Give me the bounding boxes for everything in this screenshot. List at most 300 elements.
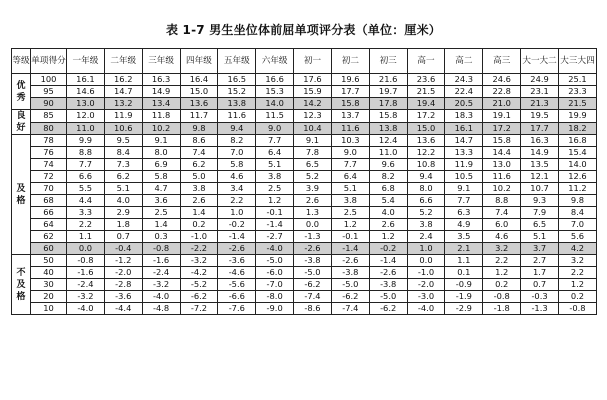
value-cell: -2.6 bbox=[218, 243, 256, 255]
value-cell: 2.1 bbox=[445, 243, 483, 255]
value-cell: 11.6 bbox=[331, 122, 369, 135]
score-cell: 90 bbox=[31, 98, 67, 110]
table-row bbox=[12, 110, 597, 123]
value-cell: 1.8 bbox=[104, 219, 142, 231]
value-cell: 4.0 bbox=[369, 207, 407, 219]
value-cell: 3.5 bbox=[445, 231, 483, 243]
value-cell: 11.5 bbox=[256, 110, 294, 123]
value-cell: 9.0 bbox=[331, 147, 369, 159]
value-cell: 15.8 bbox=[369, 110, 407, 123]
column-header: 高三 bbox=[483, 49, 521, 74]
value-cell: 17.6 bbox=[294, 74, 332, 86]
value-cell: 1.2 bbox=[369, 231, 407, 243]
value-cell: 6.6 bbox=[407, 195, 445, 207]
score-cell: 100 bbox=[31, 74, 67, 86]
grade-header: 等级 bbox=[12, 49, 31, 74]
table-row bbox=[12, 243, 597, 255]
value-cell: -1.2 bbox=[104, 255, 142, 267]
value-cell: -4.6 bbox=[218, 267, 256, 279]
value-cell: 7.4 bbox=[483, 207, 521, 219]
value-cell: 13.0 bbox=[67, 98, 105, 110]
value-cell: -4.4 bbox=[104, 303, 142, 315]
value-cell: 15.9 bbox=[294, 86, 332, 98]
value-cell: 10.6 bbox=[104, 122, 142, 135]
value-cell: 0.0 bbox=[294, 219, 332, 231]
value-cell: 16.4 bbox=[180, 74, 218, 86]
value-cell: 24.3 bbox=[445, 74, 483, 86]
column-header: 五年级 bbox=[218, 49, 256, 74]
value-cell: 2.5 bbox=[142, 207, 180, 219]
score-cell: 50 bbox=[31, 255, 67, 267]
value-cell: -1.3 bbox=[294, 231, 332, 243]
value-cell: 9.0 bbox=[256, 122, 294, 135]
column-header: 二年级 bbox=[104, 49, 142, 74]
value-cell: 25.1 bbox=[558, 74, 596, 86]
value-cell: 12.4 bbox=[369, 135, 407, 147]
value-cell: 9.1 bbox=[142, 135, 180, 147]
column-header: 初二 bbox=[331, 49, 369, 74]
value-cell: 3.8 bbox=[180, 183, 218, 195]
value-cell: 10.5 bbox=[445, 171, 483, 183]
value-cell: 16.3 bbox=[521, 135, 559, 147]
value-cell: 11.9 bbox=[445, 159, 483, 171]
value-cell: 7.0 bbox=[218, 147, 256, 159]
table-row bbox=[12, 98, 597, 110]
value-cell: 0.0 bbox=[67, 243, 105, 255]
value-cell: 16.1 bbox=[67, 74, 105, 86]
value-cell: 11.0 bbox=[67, 122, 105, 135]
value-cell: 6.5 bbox=[294, 159, 332, 171]
value-cell: 16.8 bbox=[558, 135, 596, 147]
value-cell: 8.6 bbox=[180, 135, 218, 147]
value-cell: 1.2 bbox=[558, 279, 596, 291]
value-cell: 11.6 bbox=[483, 171, 521, 183]
value-cell: 5.5 bbox=[67, 183, 105, 195]
value-cell: -6.2 bbox=[294, 279, 332, 291]
value-cell: 21.3 bbox=[521, 98, 559, 110]
value-cell: 1.7 bbox=[521, 267, 559, 279]
value-cell: 2.2 bbox=[67, 219, 105, 231]
value-cell: 9.8 bbox=[180, 122, 218, 135]
value-cell: 5.8 bbox=[218, 159, 256, 171]
value-cell: 12.6 bbox=[558, 171, 596, 183]
value-cell: -4.8 bbox=[142, 303, 180, 315]
value-cell: 1.2 bbox=[256, 195, 294, 207]
value-cell: -6.2 bbox=[369, 303, 407, 315]
value-cell: 6.2 bbox=[104, 171, 142, 183]
column-header: 三年级 bbox=[142, 49, 180, 74]
value-cell: -1.4 bbox=[218, 231, 256, 243]
value-cell: 0.0 bbox=[407, 255, 445, 267]
value-cell: 16.6 bbox=[256, 74, 294, 86]
value-cell: -4.2 bbox=[180, 267, 218, 279]
value-cell: 14.0 bbox=[558, 159, 596, 171]
value-cell: -0.2 bbox=[369, 243, 407, 255]
value-cell: 16.1 bbox=[445, 122, 483, 135]
value-cell: 13.3 bbox=[445, 147, 483, 159]
value-cell: -1.0 bbox=[407, 267, 445, 279]
value-cell: 1.1 bbox=[445, 255, 483, 267]
value-cell: 11.7 bbox=[180, 110, 218, 123]
score-cell: 30 bbox=[31, 279, 67, 291]
value-cell: 14.6 bbox=[67, 86, 105, 98]
value-cell: -4.0 bbox=[67, 303, 105, 315]
column-header: 四年级 bbox=[180, 49, 218, 74]
value-cell: 4.0 bbox=[104, 195, 142, 207]
value-cell: 7.7 bbox=[331, 159, 369, 171]
value-cell: -2.4 bbox=[67, 279, 105, 291]
value-cell: 4.9 bbox=[445, 219, 483, 231]
column-header: 初三 bbox=[369, 49, 407, 74]
value-cell: 1.4 bbox=[180, 207, 218, 219]
value-cell: 1.0 bbox=[407, 243, 445, 255]
value-cell: 1.2 bbox=[331, 219, 369, 231]
value-cell: 2.2 bbox=[483, 255, 521, 267]
value-cell: 10.4 bbox=[294, 122, 332, 135]
value-cell: 24.9 bbox=[521, 74, 559, 86]
score-cell: 20 bbox=[31, 291, 67, 303]
value-cell: 23.6 bbox=[407, 74, 445, 86]
value-cell: 6.8 bbox=[369, 183, 407, 195]
value-cell: 9.5 bbox=[104, 135, 142, 147]
value-cell: 2.6 bbox=[180, 195, 218, 207]
value-cell: -2.4 bbox=[142, 267, 180, 279]
value-cell: -8.6 bbox=[294, 303, 332, 315]
value-cell: 15.8 bbox=[331, 98, 369, 110]
value-cell: -6.0 bbox=[256, 267, 294, 279]
value-cell: 19.4 bbox=[407, 98, 445, 110]
table-row bbox=[12, 122, 597, 135]
score-cell: 78 bbox=[31, 135, 67, 147]
value-cell: 9.9 bbox=[67, 135, 105, 147]
value-cell: -8.0 bbox=[256, 291, 294, 303]
value-cell: 13.2 bbox=[104, 98, 142, 110]
value-cell: 8.2 bbox=[218, 135, 256, 147]
value-cell: 2.5 bbox=[256, 183, 294, 195]
value-cell: 0.2 bbox=[180, 219, 218, 231]
value-cell: 22.4 bbox=[445, 86, 483, 98]
value-cell: 12.1 bbox=[521, 171, 559, 183]
table-body bbox=[12, 74, 597, 315]
table-wrapper bbox=[11, 48, 597, 315]
value-cell: 5.8 bbox=[142, 171, 180, 183]
value-cell: -4.0 bbox=[256, 243, 294, 255]
value-cell: 15.0 bbox=[407, 122, 445, 135]
value-cell: 15.2 bbox=[218, 86, 256, 98]
table-row bbox=[12, 303, 597, 315]
value-cell: 3.7 bbox=[521, 243, 559, 255]
value-cell: 10.3 bbox=[331, 135, 369, 147]
value-cell: 18.3 bbox=[445, 110, 483, 123]
value-cell: 0.7 bbox=[521, 279, 559, 291]
value-cell: 3.6 bbox=[142, 195, 180, 207]
value-cell: 10.2 bbox=[483, 183, 521, 195]
score-cell: 74 bbox=[31, 159, 67, 171]
value-cell: 8.4 bbox=[104, 147, 142, 159]
value-cell: -0.1 bbox=[256, 207, 294, 219]
value-cell: 0.1 bbox=[445, 267, 483, 279]
value-cell: -4.0 bbox=[407, 303, 445, 315]
value-cell: -3.6 bbox=[104, 291, 142, 303]
value-cell: 4.7 bbox=[142, 183, 180, 195]
value-cell: 11.0 bbox=[369, 147, 407, 159]
value-cell: -1.0 bbox=[180, 231, 218, 243]
value-cell: -0.8 bbox=[67, 255, 105, 267]
value-cell: 1.1 bbox=[67, 231, 105, 243]
score-cell: 70 bbox=[31, 183, 67, 195]
value-cell: 20.5 bbox=[445, 98, 483, 110]
value-cell: 11.6 bbox=[218, 110, 256, 123]
value-cell: 14.2 bbox=[294, 98, 332, 110]
value-cell: -2.8 bbox=[104, 279, 142, 291]
value-cell: 19.1 bbox=[483, 110, 521, 123]
value-cell: -3.0 bbox=[407, 291, 445, 303]
value-cell: -2.0 bbox=[407, 279, 445, 291]
value-cell: -5.0 bbox=[294, 267, 332, 279]
value-cell: 5.1 bbox=[521, 231, 559, 243]
table-row bbox=[12, 74, 597, 86]
table-row bbox=[12, 207, 597, 219]
value-cell: 5.6 bbox=[558, 231, 596, 243]
value-cell: -7.6 bbox=[218, 303, 256, 315]
value-cell: 8.2 bbox=[369, 171, 407, 183]
value-cell: 15.4 bbox=[558, 147, 596, 159]
value-cell: -0.8 bbox=[483, 291, 521, 303]
value-cell: 24.6 bbox=[483, 74, 521, 86]
value-cell: 1.2 bbox=[483, 267, 521, 279]
value-cell: 5.2 bbox=[407, 207, 445, 219]
value-cell: -7.4 bbox=[331, 303, 369, 315]
value-cell: 17.7 bbox=[521, 122, 559, 135]
value-cell: 7.7 bbox=[445, 195, 483, 207]
value-cell: 1.0 bbox=[218, 207, 256, 219]
value-cell: -0.8 bbox=[558, 303, 596, 315]
score-cell: 66 bbox=[31, 207, 67, 219]
value-cell: -3.8 bbox=[369, 279, 407, 291]
value-cell: -5.6 bbox=[218, 279, 256, 291]
value-cell: -3.2 bbox=[180, 255, 218, 267]
table-row bbox=[12, 279, 597, 291]
value-cell: 13.6 bbox=[180, 98, 218, 110]
grade-label: 良好 bbox=[16, 111, 26, 133]
value-cell: 8.0 bbox=[407, 183, 445, 195]
value-cell: 13.7 bbox=[331, 110, 369, 123]
value-cell: 13.6 bbox=[407, 135, 445, 147]
value-cell: 4.2 bbox=[558, 243, 596, 255]
value-cell: -0.2 bbox=[218, 219, 256, 231]
value-cell: -2.6 bbox=[331, 255, 369, 267]
value-cell: 11.9 bbox=[104, 110, 142, 123]
value-cell: 9.1 bbox=[294, 135, 332, 147]
value-cell: -3.2 bbox=[67, 291, 105, 303]
value-cell: 12.0 bbox=[67, 110, 105, 123]
score-cell: 80 bbox=[31, 122, 67, 135]
table-row bbox=[12, 159, 597, 171]
value-cell: -5.2 bbox=[180, 279, 218, 291]
value-cell: 0.2 bbox=[483, 279, 521, 291]
value-cell: -1.8 bbox=[483, 303, 521, 315]
value-cell: 2.6 bbox=[369, 219, 407, 231]
table-row bbox=[12, 195, 597, 207]
value-cell: 15.0 bbox=[180, 86, 218, 98]
value-cell: 7.7 bbox=[67, 159, 105, 171]
value-cell: -0.8 bbox=[142, 243, 180, 255]
value-cell: 2.2 bbox=[218, 195, 256, 207]
value-cell: 12.2 bbox=[407, 147, 445, 159]
value-cell: 9.4 bbox=[218, 122, 256, 135]
value-cell: 1.3 bbox=[294, 207, 332, 219]
value-cell: 9.6 bbox=[369, 159, 407, 171]
grade-cell bbox=[12, 135, 31, 255]
value-cell: -6.2 bbox=[331, 291, 369, 303]
value-cell: -3.8 bbox=[331, 267, 369, 279]
value-cell: 19.6 bbox=[331, 74, 369, 86]
value-cell: -9.0 bbox=[256, 303, 294, 315]
value-cell: 16.3 bbox=[142, 74, 180, 86]
value-cell: 8.4 bbox=[558, 207, 596, 219]
table-row bbox=[12, 86, 597, 98]
value-cell: -5.0 bbox=[369, 291, 407, 303]
value-cell: 17.2 bbox=[483, 122, 521, 135]
value-cell: 10.7 bbox=[521, 183, 559, 195]
value-cell: -0.4 bbox=[104, 243, 142, 255]
column-header: 大三大四 bbox=[558, 49, 596, 74]
value-cell: 7.3 bbox=[104, 159, 142, 171]
grade-label: 不及格 bbox=[16, 267, 26, 302]
table-row bbox=[12, 147, 597, 159]
value-cell: 13.8 bbox=[218, 98, 256, 110]
value-cell: 23.3 bbox=[558, 86, 596, 98]
value-cell: 5.2 bbox=[294, 171, 332, 183]
score-cell: 85 bbox=[31, 110, 67, 123]
table-row bbox=[12, 291, 597, 303]
value-cell: 15.8 bbox=[483, 135, 521, 147]
value-cell: 3.2 bbox=[483, 243, 521, 255]
value-cell: 2.9 bbox=[104, 207, 142, 219]
value-cell: 8.8 bbox=[67, 147, 105, 159]
column-header: 初一 bbox=[294, 49, 332, 74]
value-cell: -6.2 bbox=[180, 291, 218, 303]
value-cell: 5.4 bbox=[369, 195, 407, 207]
value-cell: -5.0 bbox=[331, 279, 369, 291]
value-cell: 13.4 bbox=[142, 98, 180, 110]
score-cell: 76 bbox=[31, 147, 67, 159]
value-cell: 2.6 bbox=[294, 195, 332, 207]
value-cell: 9.4 bbox=[407, 171, 445, 183]
value-cell: -1.9 bbox=[445, 291, 483, 303]
score-cell: 68 bbox=[31, 195, 67, 207]
value-cell: -1.3 bbox=[521, 303, 559, 315]
value-cell: 14.9 bbox=[142, 86, 180, 98]
value-cell: 18.2 bbox=[558, 122, 596, 135]
value-cell: 7.9 bbox=[521, 207, 559, 219]
score-cell: 10 bbox=[31, 303, 67, 315]
value-cell: 0.7 bbox=[104, 231, 142, 243]
value-cell: 16.5 bbox=[218, 74, 256, 86]
table-row bbox=[12, 135, 597, 147]
value-cell: 2.4 bbox=[407, 231, 445, 243]
value-cell: 0.2 bbox=[558, 291, 596, 303]
value-cell: 10.8 bbox=[407, 159, 445, 171]
value-cell: 9.3 bbox=[521, 195, 559, 207]
value-cell: -3.2 bbox=[142, 279, 180, 291]
score-cell: 60 bbox=[31, 243, 67, 255]
table-header bbox=[12, 49, 597, 74]
column-header: 六年级 bbox=[256, 49, 294, 74]
value-cell: 2.7 bbox=[521, 255, 559, 267]
value-cell: -4.0 bbox=[142, 291, 180, 303]
value-cell: 23.1 bbox=[521, 86, 559, 98]
score-table bbox=[11, 48, 597, 315]
value-cell: -2.9 bbox=[445, 303, 483, 315]
value-cell: -1.4 bbox=[369, 255, 407, 267]
grade-cell bbox=[12, 74, 31, 110]
value-cell: -7.0 bbox=[256, 279, 294, 291]
value-cell: -0.9 bbox=[445, 279, 483, 291]
value-cell: 5.1 bbox=[104, 183, 142, 195]
value-cell: 15.3 bbox=[256, 86, 294, 98]
table-row bbox=[12, 267, 597, 279]
value-cell: 6.3 bbox=[445, 207, 483, 219]
value-cell: -5.0 bbox=[256, 255, 294, 267]
column-header: 一年级 bbox=[67, 49, 105, 74]
value-cell: 6.4 bbox=[256, 147, 294, 159]
value-cell: 6.9 bbox=[142, 159, 180, 171]
value-cell: -7.4 bbox=[294, 291, 332, 303]
value-cell: 5.1 bbox=[256, 159, 294, 171]
table-row bbox=[12, 231, 597, 243]
value-cell: 3.2 bbox=[558, 255, 596, 267]
value-cell: 3.4 bbox=[218, 183, 256, 195]
value-cell: 9.8 bbox=[558, 195, 596, 207]
value-cell: 14.0 bbox=[256, 98, 294, 110]
value-cell: 21.0 bbox=[483, 98, 521, 110]
score-cell: 62 bbox=[31, 231, 67, 243]
value-cell: -2.6 bbox=[369, 267, 407, 279]
value-cell: 19.9 bbox=[558, 110, 596, 123]
value-cell: 13.8 bbox=[369, 122, 407, 135]
value-cell: 7.7 bbox=[256, 135, 294, 147]
table-row bbox=[12, 171, 597, 183]
value-cell: 7.8 bbox=[294, 147, 332, 159]
header-row bbox=[12, 49, 597, 74]
score-header: 单项得分 bbox=[31, 49, 67, 74]
value-cell: 21.5 bbox=[407, 86, 445, 98]
score-cell: 72 bbox=[31, 171, 67, 183]
grade-cell bbox=[12, 110, 31, 135]
value-cell: 21.5 bbox=[558, 98, 596, 110]
value-cell: 14.4 bbox=[483, 147, 521, 159]
grade-cell bbox=[12, 255, 31, 315]
value-cell: 7.4 bbox=[180, 147, 218, 159]
value-cell: 6.5 bbox=[521, 219, 559, 231]
grade-label: 优秀 bbox=[16, 80, 26, 103]
value-cell: 2.5 bbox=[331, 207, 369, 219]
value-cell: -2.2 bbox=[180, 243, 218, 255]
value-cell: 14.9 bbox=[521, 147, 559, 159]
value-cell: 6.2 bbox=[180, 159, 218, 171]
column-header: 大一大二 bbox=[521, 49, 559, 74]
value-cell: 11.2 bbox=[558, 183, 596, 195]
value-cell: 11.8 bbox=[142, 110, 180, 123]
value-cell: -0.3 bbox=[521, 291, 559, 303]
value-cell: 5.0 bbox=[180, 171, 218, 183]
value-cell: -1.6 bbox=[142, 255, 180, 267]
value-cell: -3.6 bbox=[218, 255, 256, 267]
value-cell: 16.2 bbox=[104, 74, 142, 86]
value-cell: -2.6 bbox=[294, 243, 332, 255]
value-cell: -1.4 bbox=[256, 219, 294, 231]
